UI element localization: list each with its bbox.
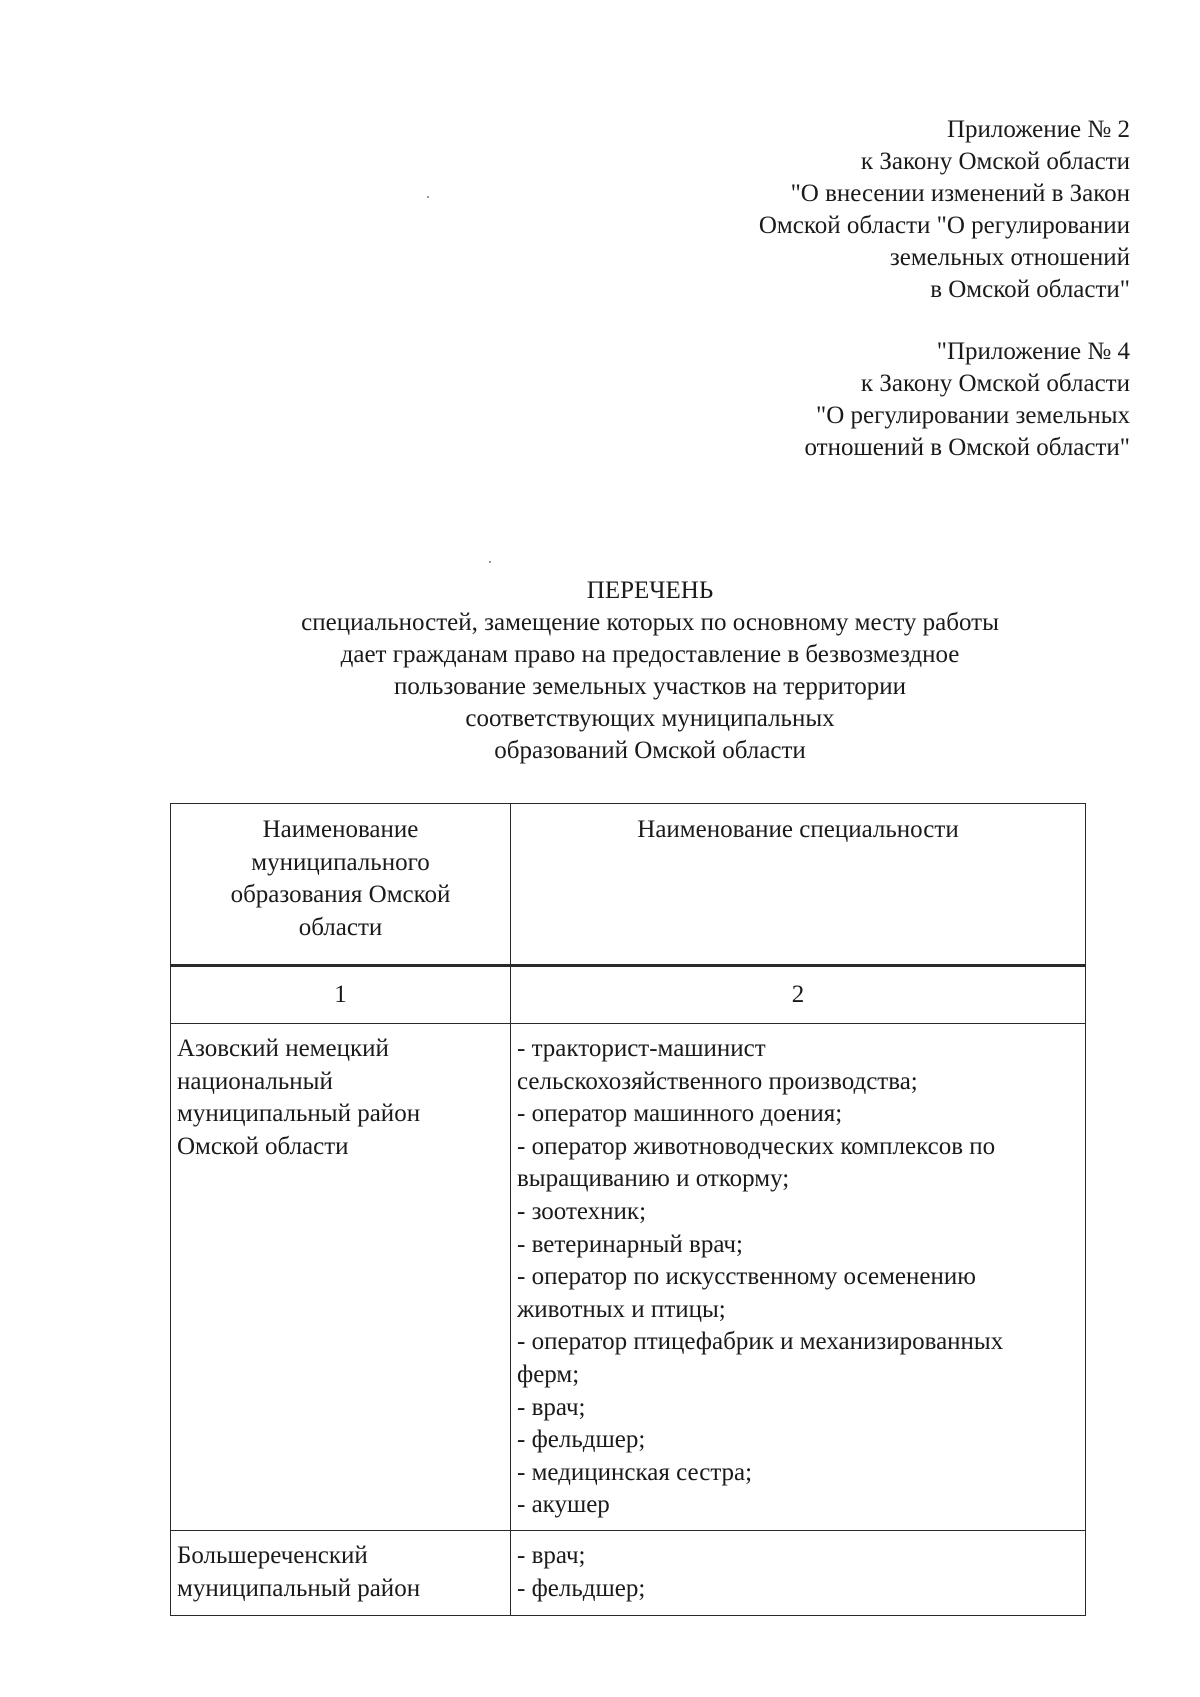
quoted-appendix-line: "О регулировании земельных (815, 402, 1130, 429)
municipality-line: муниципальный район (177, 1100, 421, 1128)
specialty-line: ферм; (517, 1360, 580, 1388)
quoted-appendix-line: к Закону Омской области (860, 370, 1130, 397)
quoted-appendix-line: отношений в Омской области" (804, 434, 1130, 461)
specialty-line: - акушер (517, 1491, 610, 1519)
table-header-row (171, 804, 1086, 966)
municipality-line: Азовский немецкий (177, 1035, 389, 1062)
column-number: 1 (171, 966, 511, 1024)
specialty-line: - фельдшер; (517, 1574, 646, 1602)
specialty-line: животных и птицы; (517, 1295, 726, 1323)
specialty-line: выращиванию и откорму; (517, 1165, 790, 1193)
specialty-line: сельскохозяйственного производства; (517, 1067, 918, 1095)
specialty-line: - тракторист-машинист (517, 1035, 766, 1062)
specialty-line: - зоотехник; (517, 1197, 647, 1225)
header-specialty: Наименование специальности (511, 804, 1086, 966)
municipality-line: муниципальный район (177, 1574, 421, 1602)
specialty-line: - ветеринарный врач; (517, 1230, 743, 1258)
document-title (170, 575, 1130, 767)
specialty-line: - медицинская сестра; (517, 1458, 753, 1486)
header-municipality (171, 804, 511, 966)
municipality-cell (171, 1530, 511, 1615)
scan-speck (427, 196, 429, 198)
municipality-line: Омской области (177, 1132, 349, 1160)
specialty-line: - оператор по искусственному осеменению (517, 1263, 976, 1291)
specialty-line: - фельдшер; (517, 1426, 646, 1454)
specialty-cell (511, 1024, 1086, 1531)
spacer (530, 306, 1130, 336)
specialty-cell (511, 1530, 1086, 1615)
header-line: области (298, 913, 383, 941)
specialty-line: - оператор птицефабрик и механизированных (517, 1328, 1004, 1356)
specialty-line: - врач; (517, 1393, 586, 1421)
title-line: дает гражданам право на предоставление в безвозмездное (340, 641, 960, 668)
title-line: соответствующих муниципальных (465, 705, 835, 732)
municipality-line: национальный (177, 1067, 333, 1095)
title-heading: ПЕРЕЧЕНЬ (586, 577, 714, 604)
specialty-line: - оператор животноводческих комплексов по (517, 1132, 996, 1160)
appendix-line: к Закону Омской области (860, 148, 1130, 175)
appendix-line: "О внесении изменений в Закон (790, 180, 1130, 207)
quoted-appendix-line: "Приложение № 4 (936, 338, 1130, 365)
appendix-line: Омской области "О регулировании (758, 212, 1130, 239)
appendix-line: земельных отношений (889, 244, 1130, 271)
title-line: образований Омской области (494, 737, 806, 764)
appendix-header (530, 114, 1130, 464)
specialty-line: - оператор машинного доения; (517, 1100, 843, 1128)
municipality-cell (171, 1024, 511, 1531)
header-line: Наименование (262, 816, 419, 843)
title-line: специальностей, замещение которых по основному месту работы (301, 609, 999, 636)
municipality-line: Большереченский (177, 1541, 368, 1569)
appendix-line: Приложение № 2 (946, 116, 1130, 143)
appendix-line: в Омской области" (930, 276, 1130, 303)
header-line: образования Омской (230, 881, 451, 909)
header-line: муниципального (251, 848, 430, 876)
scan-speck (489, 561, 491, 563)
table-row (171, 1024, 1086, 1531)
specialty-line: - врач; (517, 1541, 586, 1569)
table-row (171, 1530, 1086, 1615)
column-number: 2 (511, 966, 1086, 1024)
title-line: пользование земельных участков на территории (393, 673, 907, 700)
column-number-row (171, 966, 1086, 1024)
specialties-table (170, 803, 1086, 1616)
